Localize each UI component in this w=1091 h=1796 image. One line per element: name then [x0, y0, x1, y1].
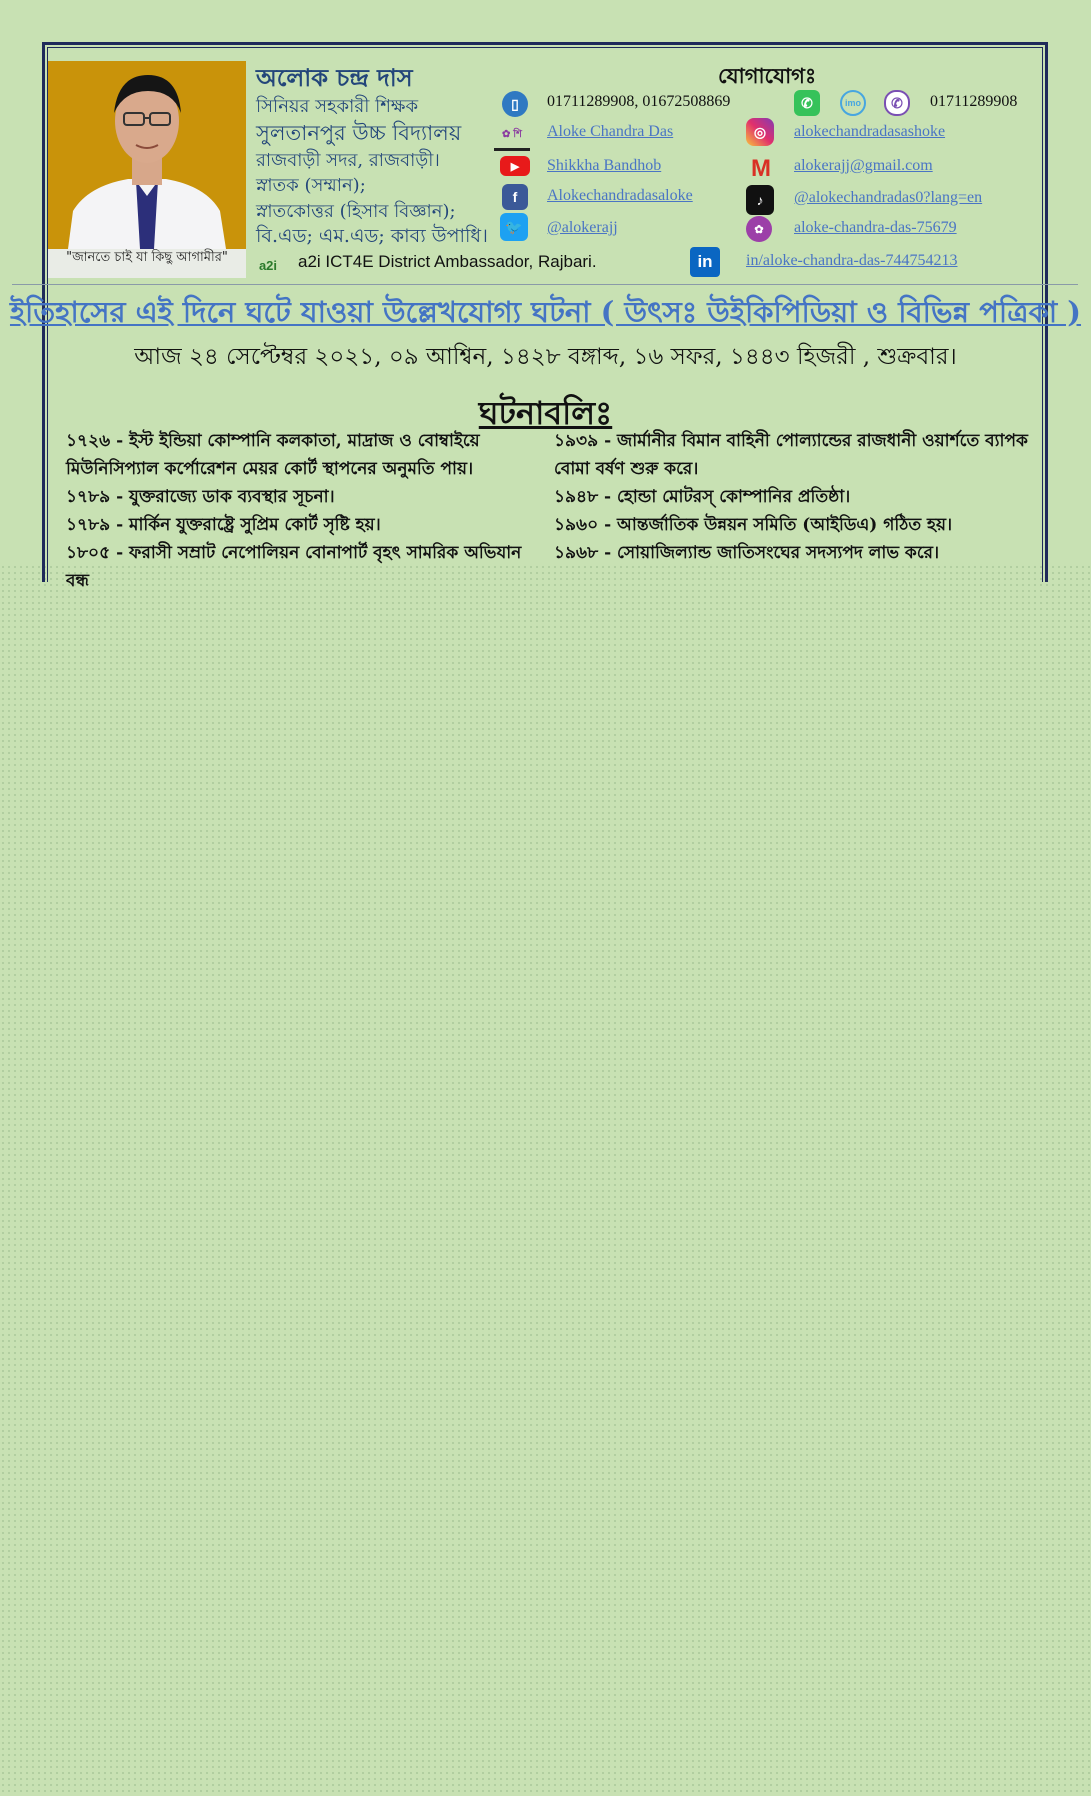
instagram-link[interactable]: alokechandradasashoke — [794, 123, 946, 140]
profile-degree-3: বি.এড; এম.এড; কাব্য উপাধি। — [256, 225, 488, 247]
profile-name: অলোক চন্দ্র দাস — [256, 63, 413, 92]
profile-degree-2: স্নাতকোত্তর (হিসাব বিজ্ঞান); — [256, 201, 456, 222]
tiktok-icon: ♪ — [746, 185, 774, 215]
linkedin-link[interactable]: in/aloke-chandra-das-744754213 — [746, 252, 958, 269]
event-item: ১৯৪৮ - হোন্ডা মোটরস্ কোম্পানির প্রতিষ্ঠা। — [554, 487, 851, 507]
page-heading: ইতিহাসের এই দিনে ঘটে যাওয়া উল্লেখযোগ্য ঘটনা ( উৎসঃ উইকিপিডিয়া ও বিভিন্ন পত্রিকা ) — [9, 295, 1082, 329]
profile-location: রাজবাড়ী সদর, রাজবাড়ী। — [256, 150, 440, 171]
twitter-link[interactable]: @alokerajj — [547, 219, 618, 236]
shikkhok-batayon-logo-icon: ✿ শি — [494, 122, 530, 151]
facebook-icon: f — [502, 184, 528, 210]
messenger-phone: 01711289908 — [930, 93, 1018, 110]
tiktok-link[interactable]: @alokechandradas0?lang=en — [794, 189, 983, 206]
phone-icon: ▯ — [502, 91, 528, 117]
phone-numbers: 01711289908, 01672508869 — [547, 93, 731, 110]
event-item: ১৭২৬ - ইস্ট ইন্ডিয়া কোম্পানি কলকাতা, মাদ্রাজ ও বোম্বাইয়ে মিউনিসিপ্যাল কর্পোরেশন মেয়র কোর্ট স্থাপনের অনুমতি পায়। — [66, 431, 480, 479]
facebook-link[interactable]: Alokechandradasaloke — [547, 187, 693, 204]
events-clip — [0, 0, 1091, 591]
events-title: ঘটনাবলিঃ — [478, 394, 613, 432]
gmail-icon: M — [751, 155, 771, 182]
kobita-link[interactable]: aloke-chandra-das-75679 — [794, 219, 957, 236]
twitter-icon: 🐦 — [500, 213, 528, 241]
shikkhok-batayon-link[interactable]: Aloke Chandra Das — [547, 123, 674, 140]
event-item: ১৮০৫ - ফরাসী সম্রাট নেপোলিয়ন বোনাপার্ট বৃহৎ সামরিক অভিযান বন্ধ — [66, 543, 522, 591]
imo-icon: imo — [840, 90, 866, 116]
whatsapp-icon: ✆ — [794, 90, 820, 116]
event-item: ১৯৬০ - আন্তর্জাতিক উন্নয়ন সমিতি (আইডিএ) গঠিত হয়। — [554, 515, 953, 535]
date-line: আজ ২৪ সেপ্টেম্বর ২০২১, ০৯ আশ্বিন, ১৪২৮ বঙ্গাব্দ, ১৬ সফর, ১৪৪৩ হিজরী , শুক্রবার। — [134, 344, 957, 370]
profile-degree-1: স্নাতক (সম্মান); — [256, 175, 366, 196]
linkedin-icon: in — [690, 247, 720, 277]
event-item: ১৭৮৯ - মার্কিন যুক্তরাষ্ট্রে সুপ্রিম কোর্ট সৃষ্টি হয়। — [66, 515, 381, 535]
kobita-logo-icon: ✿ — [746, 216, 772, 242]
events-right-column — [554, 427, 1034, 567]
events-left-column — [66, 427, 546, 595]
instagram-icon: ◎ — [746, 118, 774, 146]
event-item: ১৭৮৯ - যুক্তরাজ্যে ডাক ব্যবস্থার সূচনা। — [66, 487, 335, 507]
event-item: ১৯৩৯ - জার্মানীর বিমান বাহিনী পোল্যান্ডের রাজধানী ওয়ার্শতে ব্যাপক বোমা বর্ষণ শুরু করে। — [554, 431, 1028, 479]
youtube-icon: ▶ — [500, 156, 530, 176]
profile-school: সুলতানপুর উচ্চ বিদ্যালয় — [256, 121, 462, 145]
profile-role: সিনিয়র সহকারী শিক্ষক — [256, 96, 419, 117]
ambassador-text: a2i ICT4E District Ambassador, Rajbari. — [298, 252, 597, 271]
gmail-link[interactable]: alokerajj@gmail.com — [794, 157, 933, 174]
youtube-link[interactable]: Shikkha Bandhob — [547, 157, 662, 174]
photo-caption: "জানতে চাই যা কিছু আগামীর" — [48, 249, 246, 278]
event-item: ১৯৬৮ - সোয়াজিল্যান্ড জাতিসংঘের সদস্যপদ লাভ করে। — [554, 543, 940, 563]
contact-title: যোগাযোগঃ — [718, 63, 817, 88]
a2i-logo-icon: a2i — [258, 257, 278, 273]
viber-icon: ✆ — [884, 90, 910, 116]
